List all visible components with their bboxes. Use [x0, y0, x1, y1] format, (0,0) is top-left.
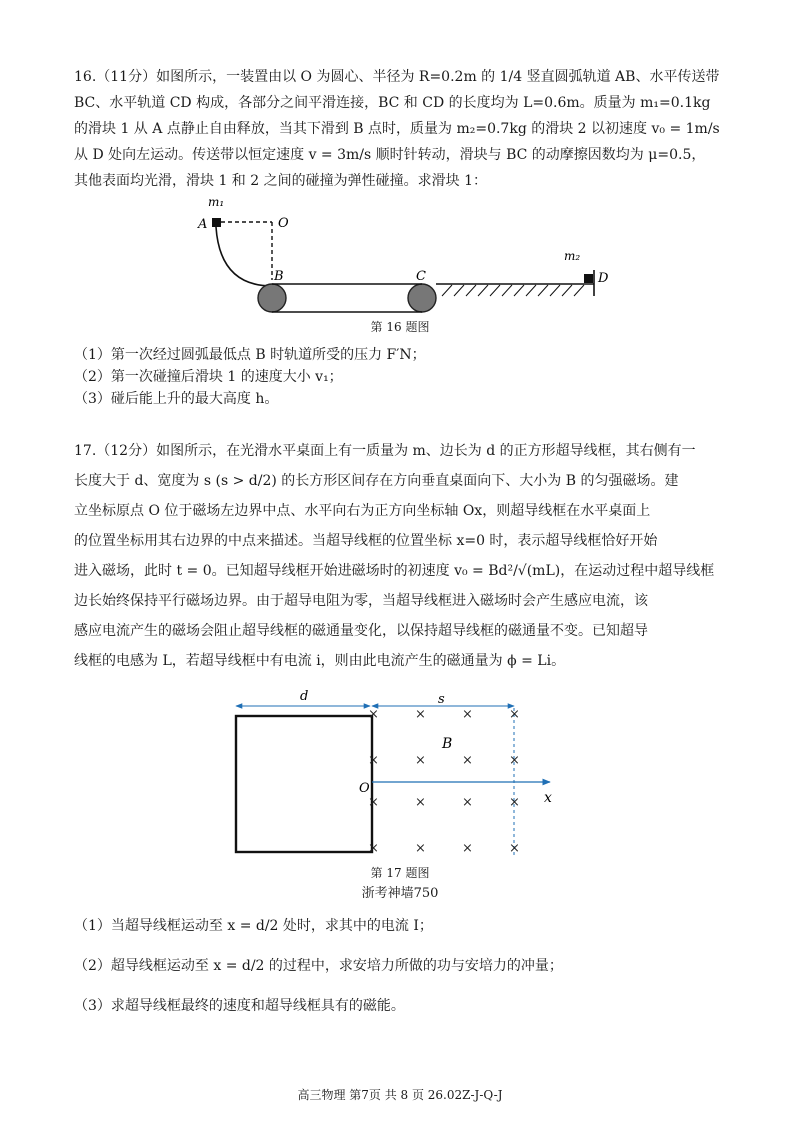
svg-text:×: × [368, 753, 379, 768]
q17-line-4: 的位置坐标用其右边界的中点来描述。当超导线框的位置坐标 x=0 时，表示超导线框恰好开始 [74, 533, 658, 549]
svg-text:×: × [415, 707, 426, 722]
svg-text:×: × [462, 841, 473, 856]
q17-parts [74, 906, 764, 1026]
svg-text:×: × [509, 753, 520, 768]
label-C: C [416, 269, 426, 284]
label-B: B [274, 269, 284, 284]
label-m2: m₂ [564, 249, 581, 263]
q16-figure [180, 190, 620, 320]
svg-text:×: × [368, 795, 379, 810]
q16-line-1: 16.（11分）如图所示，一装置由以 O 为圆心、半径为 R=0.2m 的 1/4 竖直圆弧轨道 AB、水平传送带 [74, 69, 720, 85]
q17-caption: 第 17 题图 [370, 866, 430, 880]
q17-figure [220, 688, 570, 860]
block-m1 [212, 218, 221, 227]
svg-text:×: × [462, 795, 473, 810]
q16-line-5: 其他表面均光滑，滑块 1 和 2 之间的碰撞为弹性碰撞。求滑块 1： [74, 173, 487, 189]
svg-text:×: × [509, 841, 520, 856]
q16-part-1: （1）第一次经过圆弧最低点 B 时轨道所受的压力 F′N； [74, 347, 426, 363]
label-d: d [300, 689, 309, 704]
q16-parts [74, 344, 764, 410]
q17-line-7: 感应电流产生的磁场会阻止超导线框的磁通量变化，以保持超导线框的磁通量不变。已知超导 [74, 623, 648, 639]
svg-text:×: × [415, 795, 426, 810]
belt-roller-left [258, 284, 286, 312]
arc-track-AB [216, 227, 272, 286]
q17-part-3: （3）求超导线框最终的速度和超导线框具有的磁能。 [74, 998, 405, 1014]
superconducting-frame [236, 716, 372, 852]
label-x: x [544, 790, 552, 806]
svg-text:×: × [368, 707, 379, 722]
svg-text:×: × [415, 841, 426, 856]
block-m2 [584, 274, 593, 283]
label-O: O [278, 216, 289, 231]
label-A: A [198, 217, 208, 232]
q17-part-2: （2）超导线框运动至 x = d/2 的过程中，求安培力所做的功与安培力的冲量； [74, 958, 563, 974]
q16-line-2: BC、水平轨道 CD 构成，各部分之间平滑连接，BC 和 CD 的长度均为 L=0.6m。质量为 m₁=0.1kg [74, 95, 711, 111]
svg-text:×: × [509, 795, 520, 810]
svg-text:×: × [462, 753, 473, 768]
label-s: s [438, 692, 445, 707]
q17-line-2: 长度大于 d、宽度为 s (s > d/2) 的长方形区间存在方向垂直桌面向下、大小为 B 的匀强磁场。建 [74, 473, 679, 489]
q17-line-1: 17.（12分）如图所示，在光滑水平桌面上有一质量为 m、边长为 d 的正方形超导线框，其右侧有一 [74, 443, 696, 459]
svg-text:×: × [415, 753, 426, 768]
page-footer: 高三物理 第7页 共 8 页 26.02Z-J-Q-J [297, 1088, 503, 1102]
label-O: O [359, 781, 370, 796]
q17-line-8: 线框的电感为 L，若超导线框中有电流 i，则由此电流产生的磁通量为 ϕ = Li。 [74, 653, 566, 669]
q17-line-3: 立坐标原点 O 位于磁场左边界中点、水平向右为正方向坐标轴 Ox，则超导线框在水平桌面上 [74, 503, 651, 519]
q16-line-3: 的滑块 1 从 A 点静止自由释放，当其下滑到 B 点时，质量为 m₂=0.7kg 的滑块 2 以初速度 v₀ = 1m/s [74, 121, 720, 137]
question-16-stem [74, 64, 764, 194]
q16-line-4: 从 D 处向左运动。传送带以恒定速度 v = 3m/s 顺时针转动，滑块与 BC 的动摩擦因数均为 μ=0.5， [74, 147, 706, 163]
q16-part-3: （3）碰后能上升的最大高度 h。 [74, 391, 279, 407]
q17-part-1: （1）当超导线框运动至 x = d/2 处时，求其中的电流 I； [74, 918, 433, 934]
q17-line-6: 边长始终保持平行磁场边界。由于超导电阻为零，当超导线框进入磁场时会产生感应电流，该 [74, 593, 648, 609]
label-m1: m₁ [208, 195, 225, 209]
q16-part-2: （2）第一次碰撞后滑块 1 的速度大小 v₁； [74, 369, 343, 385]
ground-hatching [442, 285, 584, 296]
q17-line-5: 进入磁场，此时 t = 0。已知超导线框开始进磁场时的初速度 v₀ = Bd²/√(mL)，在运动过程中超导线框 [74, 563, 715, 579]
svg-text:×: × [462, 707, 473, 722]
watermark-text: 浙考神墙750 [361, 886, 439, 901]
label-D: D [598, 271, 609, 286]
svg-text:×: × [368, 841, 379, 856]
question-17-stem [74, 436, 764, 676]
label-B-field: B [442, 736, 453, 752]
belt-roller-right [408, 284, 436, 312]
svg-text:×: × [509, 707, 520, 722]
q16-caption: 第 16 题图 [370, 320, 430, 334]
